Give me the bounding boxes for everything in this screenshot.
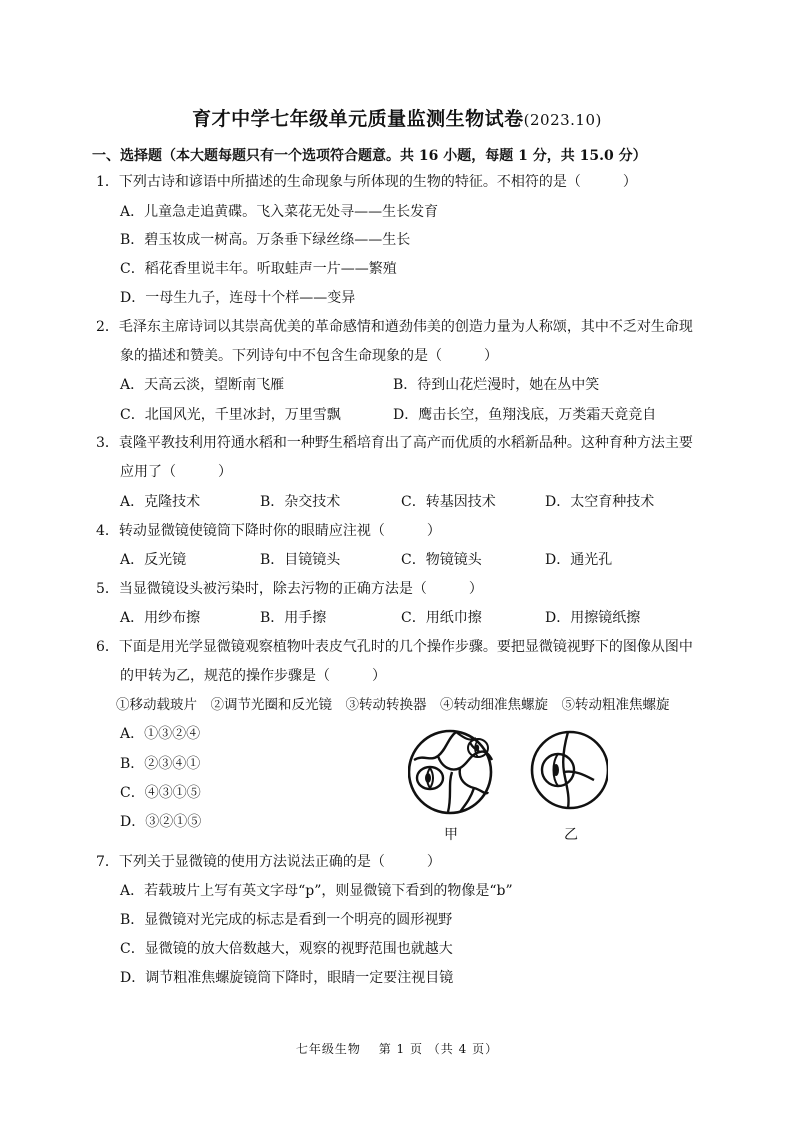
question-2-option-d: D．鹰击长空，鱼翔浅底，万类霜天竟竞自 xyxy=(393,407,657,423)
question-6-option-a: A．①③②④ xyxy=(120,726,201,742)
label-yi: 乙 xyxy=(564,827,578,843)
question-4-stem: 4．转动显微镜使镜筒下降时你的眼睛应注视（ ） xyxy=(96,523,441,539)
label-jia: 甲 xyxy=(444,827,458,843)
question-3-option-b: B．杂交技术 xyxy=(260,494,341,510)
question-4-option-a: A．反光镜 xyxy=(120,552,187,568)
question-2-option-c: C．北国风光，千里冰封，万里雪飘 xyxy=(120,407,341,423)
question-5-option-a: A．用纱布擦 xyxy=(120,610,201,626)
question-7-option-a: A．若载玻片上写有英文字母“p”，则显微镜下看到的物像是“b” xyxy=(120,883,513,899)
question-5-option-c: C．用纸巾擦 xyxy=(401,610,482,626)
question-1-option-a: A．儿童急走追黄碟。飞入菜花无处寻——生长发育 xyxy=(120,204,439,220)
section-heading: 一、选择题（本大题每题只有一个选项符合题意。共 16 小题，每题 1 分，共 15.0 分） xyxy=(92,148,647,164)
question-6-option-b: B．②③④① xyxy=(120,756,201,772)
microscope-views-svg xyxy=(408,720,608,825)
question-7-stem: 7．下列关于显微镜的使用方法说法正确的是（ ） xyxy=(96,854,441,870)
question-6-stem-line1: 6．下面是用光学显微镜观察植物叶表皮气孔时的几个操作步骤。要把显微镜视野下的图像从图中 xyxy=(96,639,693,655)
microscope-view-figure xyxy=(408,720,608,845)
question-4-option-d: D．通光孔 xyxy=(545,552,613,568)
title-text: 育才中学七年级单元质量监测生物试卷 xyxy=(192,108,524,130)
question-1-stem: 1．下列古诗和谚语中所描述的生命现象与所体现的生物的特征。不相符的是（ ） xyxy=(96,174,637,190)
title-date: (2023.10) xyxy=(523,111,602,129)
question-5-stem: 5．当显微镜设头被污染时，除去污物的正确方法是（ ） xyxy=(96,581,483,597)
question-1-option-b: B．碧玉妆成一树高。万条垂下绿丝绦——生长 xyxy=(120,232,411,248)
question-3-stem-line2: 应用了（ ） xyxy=(120,464,232,480)
question-4-option-c: C．物镜镜头 xyxy=(401,552,482,568)
question-6-stem-line2: 的甲转为乙，规范的操作步骤是（ ） xyxy=(120,668,386,684)
question-6-steps: ①移动载玻片 ②调节光圈和反光镜 ③转动转换器 ④转动细准焦螺旋 ⑤转动粗准焦螺旋 xyxy=(116,697,670,713)
question-6-option-d: D．③②①⑤ xyxy=(120,814,202,830)
question-3-option-a: A．克隆技术 xyxy=(120,494,201,510)
question-4-option-b: B．目镜镜头 xyxy=(260,552,341,568)
page-footer: 七年级生物 第 1 页 （共 4 页） xyxy=(295,1042,499,1056)
question-7-option-b: B．显微镜对光完成的标志是看到一个明亮的圆形视野 xyxy=(120,912,453,928)
question-2-stem-line2: 象的描述和赞美。下列诗句中不包含生命现象的是（ ） xyxy=(120,348,498,364)
question-5-option-b: B．用手擦 xyxy=(260,610,327,626)
question-2-stem-line1: 2．毛泽东主席诗词以其崇高优美的革命感情和遒劲伟美的创造力量为人称颂，其中不乏对生命现 xyxy=(96,319,693,335)
question-7-option-c: C．显微镜的放大倍数越大，观察的视野范围也就越大 xyxy=(120,941,453,957)
question-2-option-a: A．天高云淡，望断南飞雁 xyxy=(120,377,285,393)
view-yi xyxy=(532,732,608,808)
view-jia xyxy=(409,731,492,813)
question-7-option-d: D．调节粗准焦螺旋镜筒下降时，眼睛一定要注视目镜 xyxy=(120,970,454,986)
question-1-option-c: C．稻花香里说丰年。听取蛙声一片——繁殖 xyxy=(120,261,397,277)
exam-title xyxy=(0,104,794,131)
question-2-option-b: B．待到山花烂漫时，她在丛中笑 xyxy=(393,377,600,393)
question-6-option-c: C．④③①⑤ xyxy=(120,785,201,801)
question-3-option-d: D．太空育种技术 xyxy=(545,494,655,510)
question-5-option-d: D．用擦镜纸擦 xyxy=(545,610,641,626)
question-3-stem-line1: 3．袁隆平教技利用符通水稻和一种野生稻培育出了高产而优质的水稻新品种。这种育种方法主要 xyxy=(96,435,693,451)
question-3-option-c: C．转基因技术 xyxy=(401,494,496,510)
question-1-option-d: D．一母生九子，连母十个样——变异 xyxy=(120,290,356,306)
